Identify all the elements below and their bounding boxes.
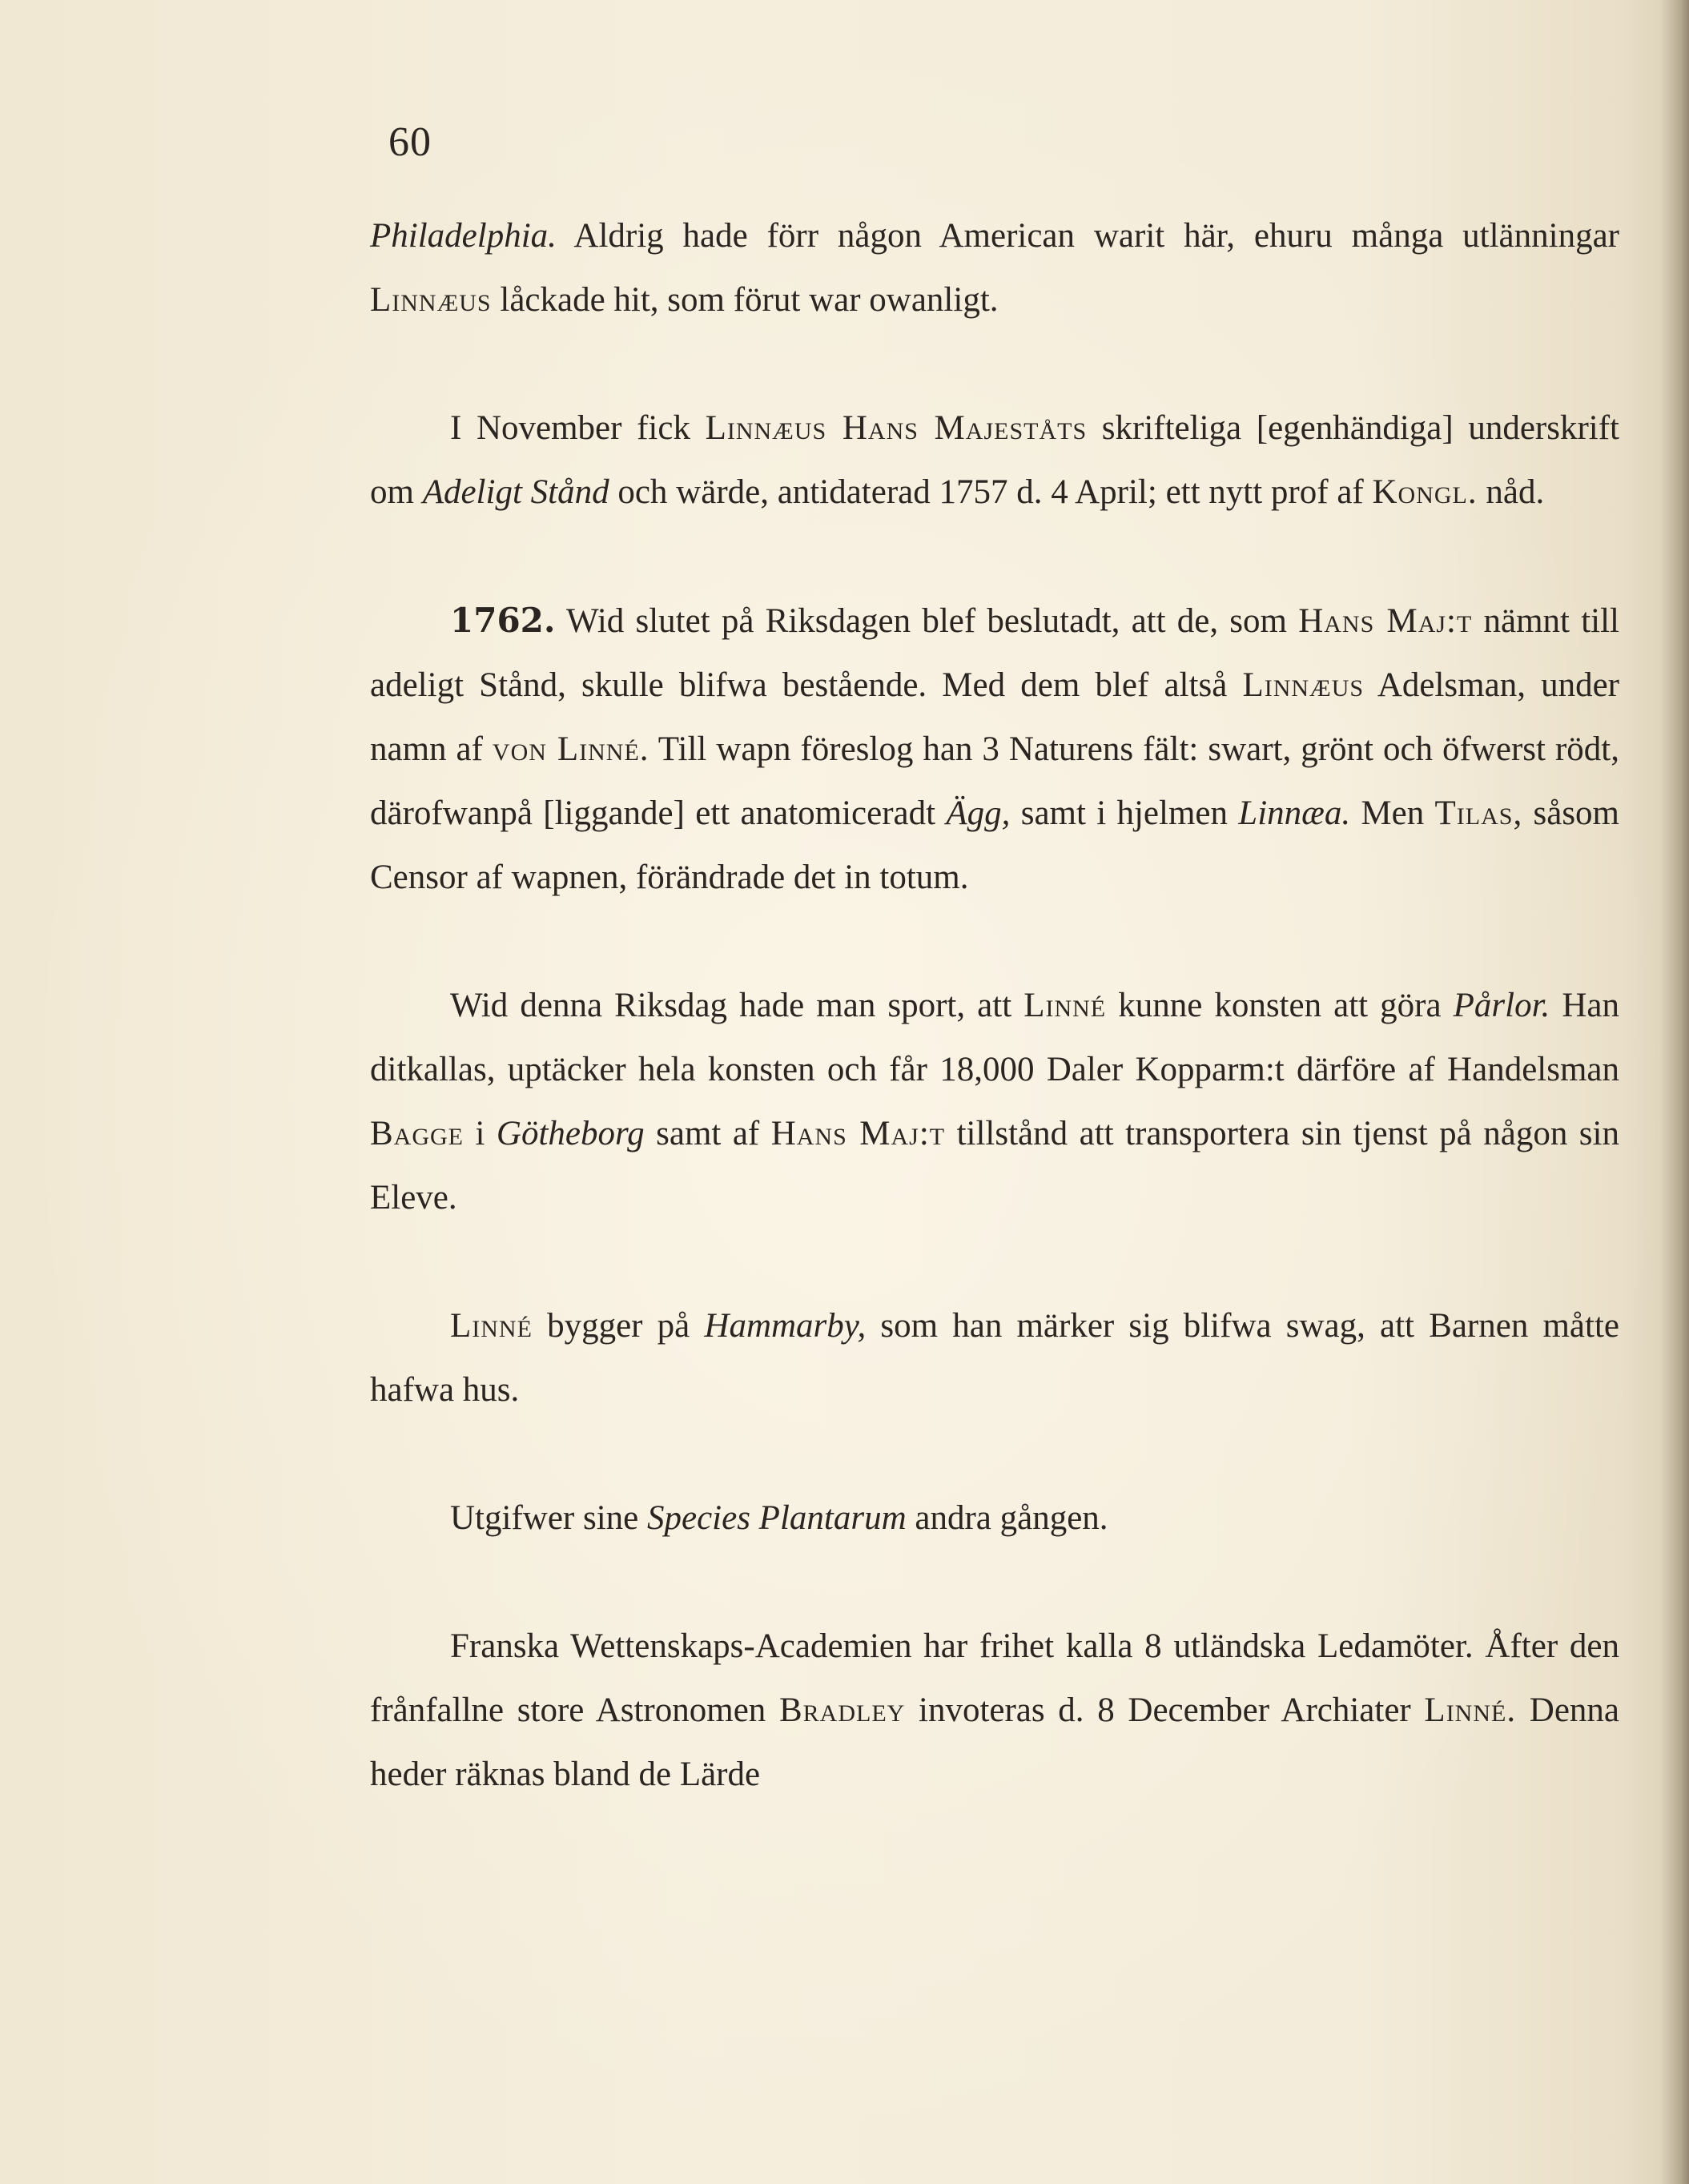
text-segment: von Linné. (492, 730, 649, 768)
text-segment: Han ditkallas, uptäcker hela konsten och får 18,000 Daler Kopparm:t därföre af Handelsman (370, 987, 1619, 1088)
text-segment: Hammarby, (704, 1307, 867, 1345)
text-segment: låckade hit, som förut war owanligt. (491, 281, 999, 319)
text-segment: Till wapn föreslog han 3 Naturens fält: swart, grönt och öfwerst rödt, därofwanpå [liggande] ett anatomiceradt (370, 730, 1619, 832)
text-segment: och wärde, antidaterad 1757 d. 4 April; ett nytt prof af (609, 473, 1373, 511)
text-segment: Philadelphia. (370, 217, 557, 255)
body-text (370, 204, 1619, 1871)
text-segment: i (464, 1115, 497, 1152)
paragraph (370, 1486, 1619, 1551)
text-segment: 1762. (450, 601, 556, 640)
text-segment: som han märker sig blifwa swag, att Barnen måtte hafwa hus. (370, 1307, 1619, 1409)
text-segment: nåd. (1477, 473, 1545, 511)
text-segment: Linnæus (1242, 666, 1365, 704)
page-number: 60 (388, 119, 432, 165)
text-segment: kunne konsten att göra (1106, 987, 1454, 1024)
text-segment: Men (1350, 794, 1435, 832)
text-segment: Kongl. (1372, 473, 1478, 511)
text-segment: tillstånd att transportera sin tjenst på någon sin Eleve. (370, 1115, 1619, 1217)
paragraph (370, 396, 1619, 525)
text-segment: Pårlor. (1453, 987, 1550, 1024)
text-segment: Linné. (1424, 1691, 1517, 1729)
text-segment: Adelsman, under namn af (370, 666, 1620, 768)
text-segment: Linné (1023, 987, 1107, 1024)
paragraph (370, 1615, 1619, 1807)
text-segment: skrifteliga [egenhändiga] underskrift om (370, 409, 1619, 511)
paragraph (370, 1294, 1619, 1422)
page-edge-shadow (1660, 0, 1689, 2184)
text-segment: andra gången. (906, 1499, 1108, 1537)
text-segment: Aldrig hade förr någon American warit här, ehuru många utlänningar (556, 217, 1619, 255)
text-segment: Bradley (778, 1691, 906, 1729)
text-segment: Ägg, (946, 794, 1011, 832)
text-segment: Hans Maj:t (770, 1115, 946, 1152)
text-segment: Utgifwer sine (450, 1499, 647, 1537)
text-segment: Götheborg (496, 1115, 645, 1152)
text-segment: I November fick (450, 409, 706, 447)
text-segment: Wid denna Riksdag hade man sport, att (450, 987, 1024, 1024)
paragraph (370, 589, 1619, 910)
text-segment: samt af (644, 1115, 771, 1152)
text-segment: invoteras d. 8 December Archiater (905, 1691, 1425, 1729)
text-segment: Denna heder räknas bland de Lärde (370, 1691, 1620, 1793)
text-segment: Bagge (370, 1115, 464, 1152)
text-segment: såsom Censor af wapnen, förändrade det in totum. (370, 794, 1620, 896)
text-segment: Linnæa. (1238, 794, 1351, 832)
text-segment: Linnæus Hans Majeståts (705, 409, 1088, 447)
text-segment: Linné (450, 1307, 533, 1345)
text-segment: Linnæus (370, 281, 492, 319)
paragraph (370, 204, 1619, 332)
text-segment: Species Plantarum (647, 1499, 907, 1537)
text-segment: Wid slutet på Riksdagen blef beslutadt, att de, som (555, 602, 1299, 640)
paragraph (370, 974, 1619, 1230)
text-segment: Hans Maj:t (1298, 602, 1473, 640)
text-segment: nämnt till adeligt Stånd, skulle blifwa bestående. Med dem blef altså (370, 602, 1619, 704)
text-segment: samt i hjelmen (1010, 794, 1239, 832)
text-segment: Tilas, (1434, 794, 1523, 832)
text-segment: Franska Wettenskaps-Academien har frihet kalla 8 utländska Ledamöter. Åfter den frånfallne store Astronomen (370, 1627, 1619, 1729)
text-segment: Adeligt Stånd (422, 473, 609, 511)
text-segment: bygger på (532, 1307, 705, 1345)
